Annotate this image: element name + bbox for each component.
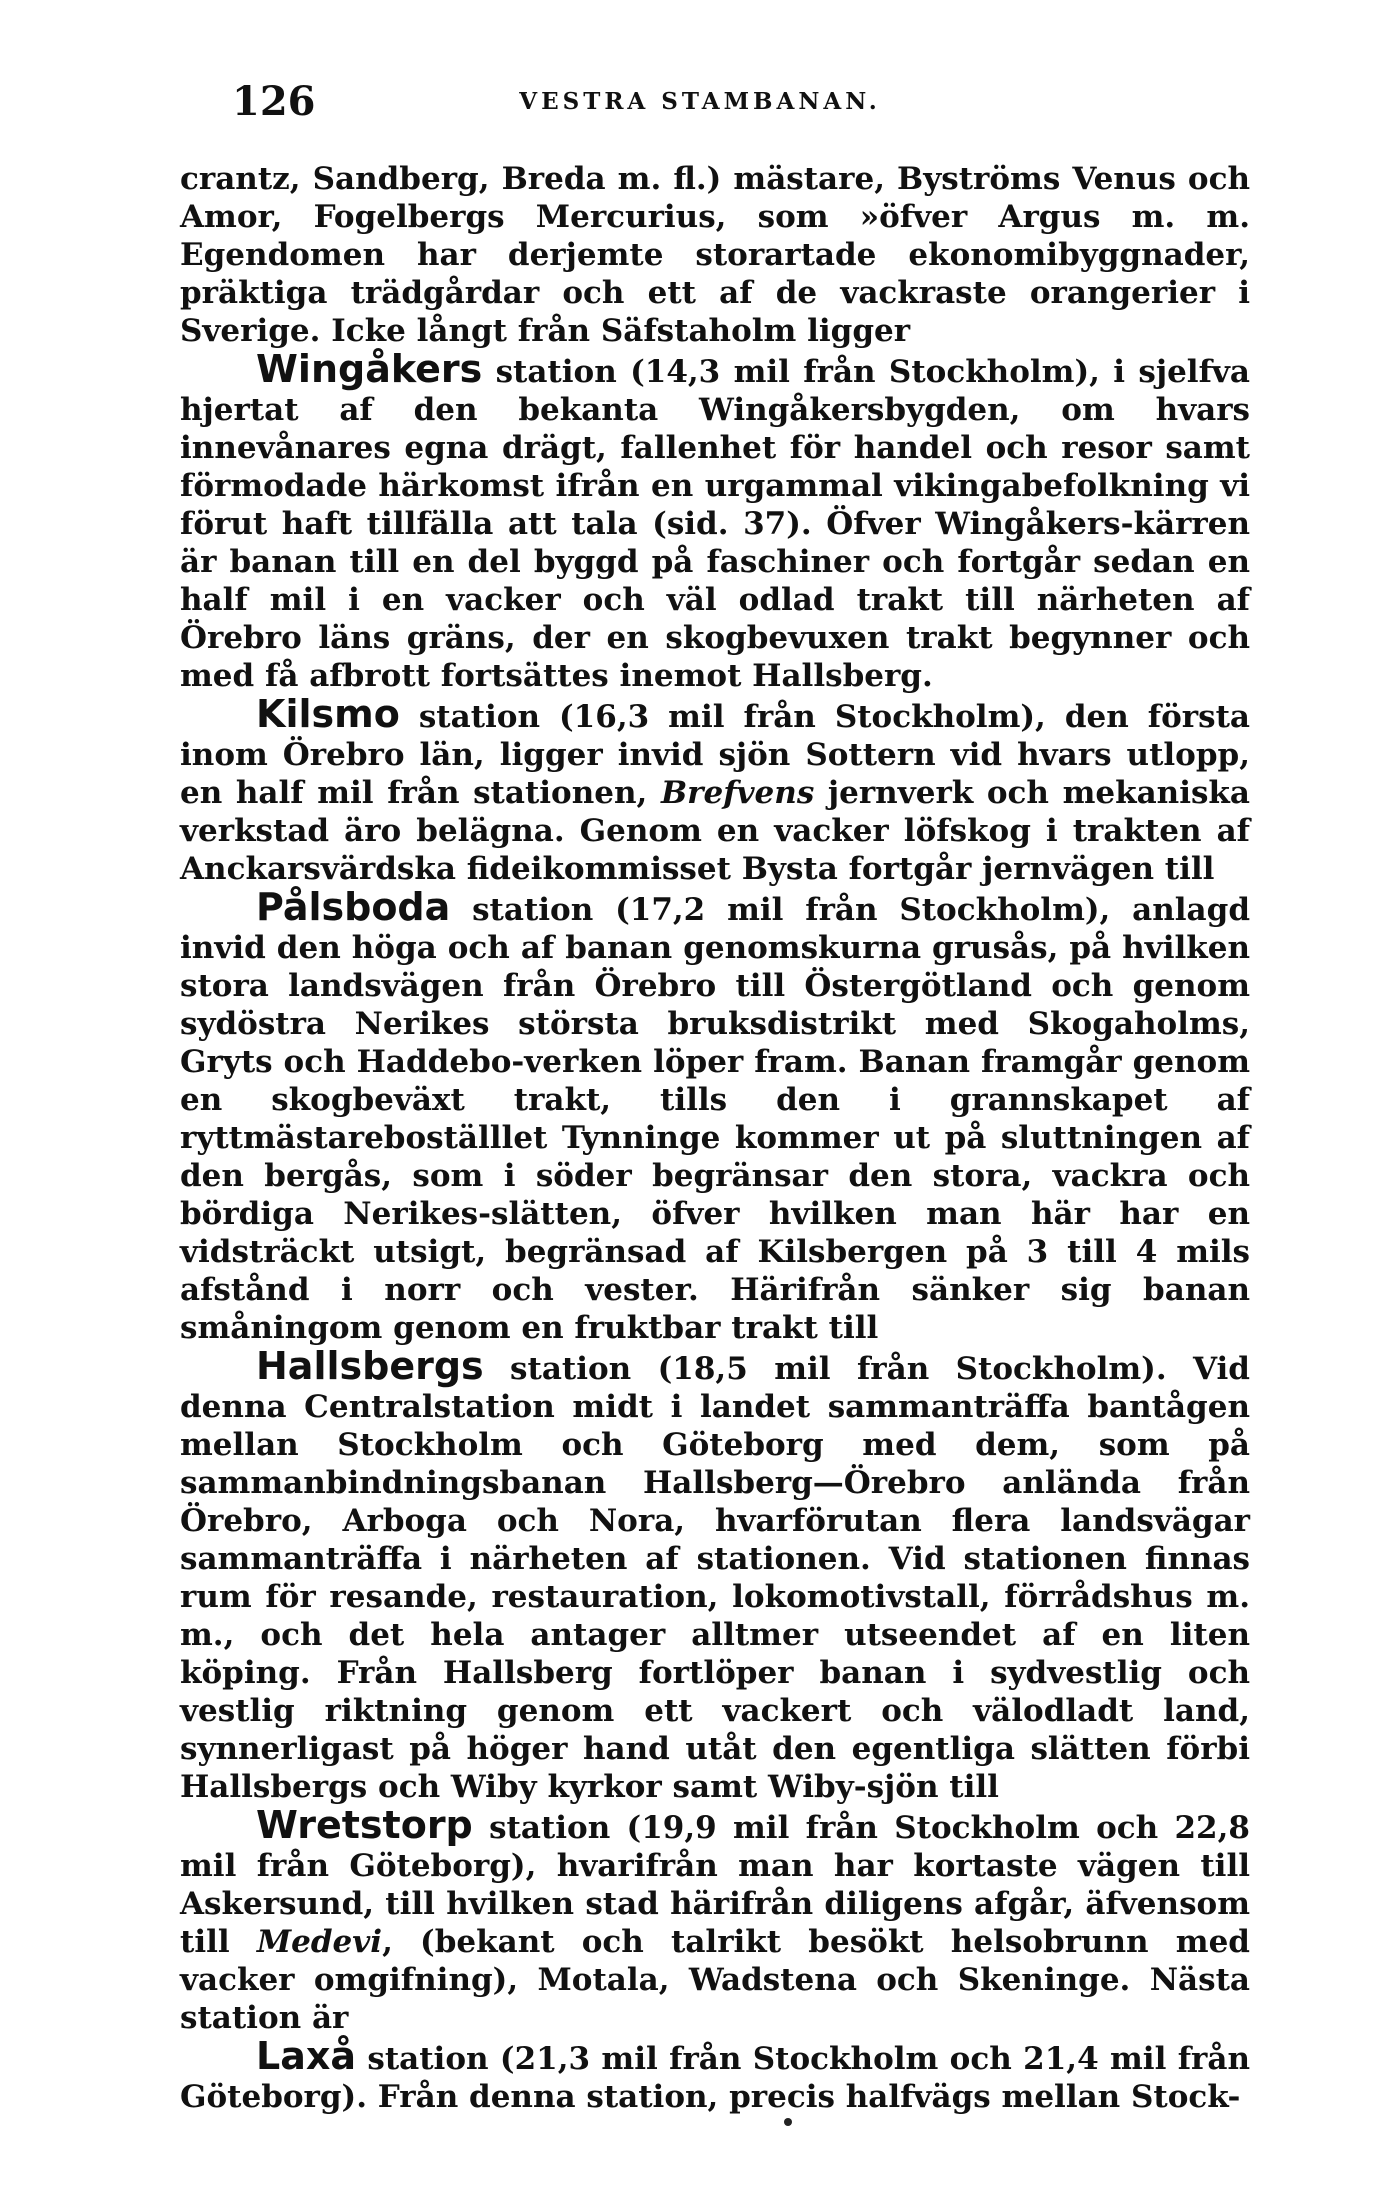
page-number: 126: [232, 78, 316, 125]
paragraph-wretstorp: [180, 1803, 1250, 2037]
running-title: VESTRA STAMBANAN.: [519, 88, 881, 115]
paragraph-laxa: [180, 2034, 1250, 2116]
paragraph-palsboda: [180, 885, 1250, 1347]
station-name: Laxå: [256, 2034, 357, 2078]
paragraph-text: , (bekant och talrikt besökt helsobrunn med vacker omgifning), Motala, Wadstena och Skeninge. Nästa station är: [180, 1924, 1250, 2036]
paragraph-text: station (19,9 mil från Stockholm och 22,8 mil från Göteborg), hvarifrån man har kortaste vägen till Askersund, till hvilken stad härifrån diligens afgår, äfvensom till: [180, 1810, 1250, 1960]
station-name: Pålsboda: [256, 885, 451, 929]
paragraph-hallsbergs: [180, 1344, 1250, 1806]
italic-place-name: Medevi: [256, 1924, 383, 1960]
body-text: [180, 160, 1250, 2116]
italic-place-name: Brefvens: [660, 775, 815, 811]
paragraph-wingakers: [180, 347, 1250, 695]
station-name: Wingåkers: [256, 347, 483, 391]
paragraph-text: station (18,5 mil från Stockholm). Vid denna Centralstation midt i landet sammanträffa bantågen mellan Stockholm och Göteborg med dem, som på sammanbindningsbanan Hallsberg—Örebro anlända från Örebro, Arboga och Nora, hvarförutan flera landsvägar sammanträffa i närheten af stationen. Vid stationen finnas rum för resande, restauration, lokomotivstall, förrådshus m. m., och det hela antager alltmer utseendet af en liten köping. Från Hallsberg fortlöper banan i sydvestlig och vestlig riktning genom ett vackert och välodladt land, synnerligast på höger hand utåt den egentliga slätten förbi Hallsbergs och Wiby kyrkor samt Wiby-sjön till: [180, 1351, 1250, 1805]
paragraph-text: station (14,3 mil från Stockholm), i sjelfva hjertat af den bekanta Wingåkersbygden, om hvars innevånares egna drägt, fallenhet för handel och resor samt förmodade härkomst ifrån en urgammal vikingabefolkning vi förut haft tillfälla att tala (sid. 37). Öfver Wingåkers-kärren är banan till en del byggd på faschiner och fortgår sedan en half mil i en vacker och väl odlad trakt till närheten af Örebro läns gräns, der en skogbevuxen trakt begynner och med få afbrott fortsättes inemot Hallsberg.: [180, 354, 1250, 694]
paragraph-text: crantz, Sandberg, Breda m. fl.) mästare, Byströms Venus och Amor, Fogelbergs Mercurius, som »öfver Argus m. m. Egendomen har derjemte storartade ekonomibyggnader, präktiga trädgårdar och ett af de vackraste orangerier i Sverige. Icke långt från Säfstaholm ligger: [180, 161, 1250, 349]
station-name: Kilsmo: [256, 692, 400, 736]
paragraph-intro: [180, 160, 1250, 350]
paragraph-text: jernverk och mekaniska verkstad äro belägna. Genom en vacker löfskog i trakten af Anckarsvärdska fideikommisset Bysta fortgår jernvägen till: [180, 775, 1250, 887]
ink-dot: [784, 2118, 792, 2126]
paragraph-kilsmo: [180, 692, 1250, 888]
paragraph-text: station (17,2 mil från Stockholm), anlagd invid den höga och af banan genomskurna grusås, på hvilken stora landsvägen från Örebro till Östergötland och genom sydöstra Nerikes största bruksdistrikt med Skogaholms, Gryts och Haddebo-verken löper fram. Banan framgår genom en skogbeväxt trakt, tills den i grannskapet af ryttmästareboställlet Tynninge kommer ut på sluttningen af den bergås, som i söder begränsar den stora, vackra och bördiga Nerikes-slätten, öfver hvilken man här har en vidsträckt utsigt, begränsad af Kilsbergen på 3 till 4 mils afstånd i norr och vester. Härifrån sänker sig banan småningom genom en fruktbar trakt till: [180, 892, 1250, 1346]
paragraph-text: station (16,3 mil från Stockholm), den första inom Örebro län, ligger invid sjön Sottern vid hvars utlopp, en half mil från stationen,: [180, 699, 1250, 811]
paragraph-text: station (21,3 mil från Stockholm och 21,4 mil från Göteborg). Från denna station, precis halfvägs mellan Stock-: [180, 2041, 1250, 2115]
station-name: Hallsbergs: [256, 1344, 484, 1388]
page-header: [0, 78, 1400, 128]
station-name: Wretstorp: [256, 1803, 473, 1847]
